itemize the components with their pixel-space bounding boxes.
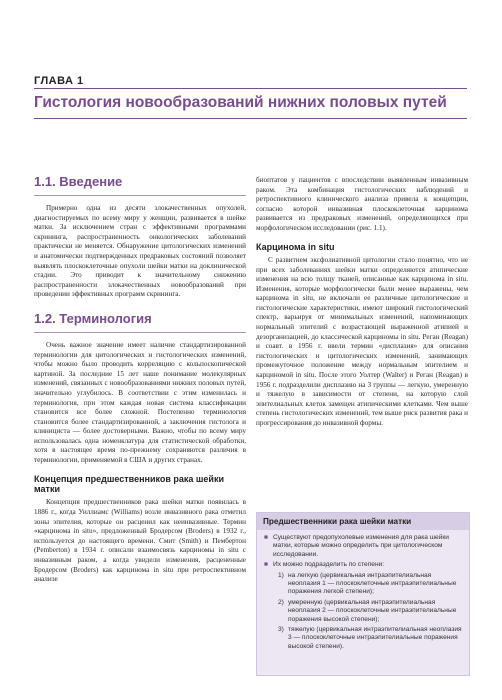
chapter-title: Гистология новообразований нижних половых путей	[34, 94, 447, 111]
box-item-text: Существуют предопухолевые изменения для рака шейки матки, которые можно определить при цитологическом исследовании.	[273, 534, 449, 558]
section-rule	[34, 195, 246, 196]
box-sub-item	[278, 599, 462, 624]
spacer	[256, 234, 468, 239]
sub-item-text: на легкую (цервикальная интраэпителиальная неоплазия 1 — плоскоклеточные интраэпителиальные поражения легкой степени);	[288, 571, 457, 596]
sub-item-text: тяжелую (цервикальная интраэпителиальная неоплазия 3 — плоскоклеточные интраэпителиальные поражения высокой степени).	[288, 626, 462, 650]
chapter-rule-bottom	[34, 118, 467, 119]
summary-box-body	[257, 530, 469, 657]
left-column	[34, 172, 246, 585]
section-title-intro: 1.1. Введение	[34, 174, 123, 189]
carcinoma-paragraph: С развитием эксфолиативной цитологии стало понятно, что не при всех заболеваниях шейки матки определяются атипические изменения на всю толщу тканей, описанные как карцинома in situ. Изменения, которые морфологически были менее выражены, чем карцинома in situ, не включали ее различные цитологические и гистологические характеристики, имеют широкий гистологический спектр, варьируя от минимальных изменений, напоминающих нормальный эпителий с возрастающей выраженной атипией и дезорганизацией, до классической карциномы in situ. Реган (Reagan) и соавт. в 1956 г. ввели термин «дисплазия» для описания гистологических и цитологических изменений, занимающих промежуточное положение между нормальным эпителием и карциномой in situ. После этого Уолтер (Walter) и Реган (Reagan) в 1956 г. подразделили дисплазию на 3 группы — легкую, умеренную и тяжелую в зависимости от степени, на которую слой эпителиальных клеток замещен атипическими клетками. Чем выше степень гистологических изменений, тем выше риск развития рака и прогрессирования до инвазивной формы.	[256, 255, 468, 427]
summary-box	[256, 512, 470, 676]
subsection-title-carcinoma: Карцинома in situ	[256, 241, 335, 252]
box-list-item	[264, 561, 462, 569]
continued-paragraph: биоптатов у пациентов с впоследствии выявленным инвазивным раком. Эта комбинация гистологических наблюдений и ретроспективного клинического анализа привела к концепции, согласно которой инвазивная плоскоклеточная карцинома развивается из предраковых изменений, определяющихся при морфологическом исследовании (рис. 1.1).	[256, 176, 468, 232]
summary-box-title: Предшественники рака шейки матки	[257, 513, 469, 530]
spacer	[34, 466, 246, 471]
square-bullet-icon: ■	[264, 561, 268, 569]
terminology-paragraph: Очень важное значение имеет наличие стандартизированной терминологии для цитологических и гистологических изменений, чтобы можно было проводить корреляцию с кольпоскопической картиной. За последние 15 лет наше понимание молекулярных изменений, связанных с новообразованиями нижних половых путей, значительно углубилось. В соответствии с этим изменилась и терминология, при этом каждая новая система классификации становится все более сложной. Постепенно терминология становится более стандартизированной, а заключения гистолога и клинициста — более достоверными. Важно, чтобы по всему миру использовалась одна номенклатура для статистической обработки, хотя в настоящее время по-прежнему сохраняются различия в терминологии, применяемой в США и других странах.	[34, 340, 246, 465]
sub-item-number: 3)	[278, 626, 284, 634]
chapter-label: ГЛАВА 1	[34, 75, 84, 87]
box-sub-item	[278, 626, 462, 651]
square-bullet-icon: ■	[264, 534, 268, 541]
concept-paragraph: Концепция предшественников рака шейки матки появилась в 1886 г., когда Уиллиамс (Williams) возле инвазивного рака отметил зоны эпителия, которые он расценил как неинвазивные. Термин «карцинома in situ», предложенный Бродерсом (Broders) в 1932 г., используется до настоящего времени. Смит (Smith) и Пембертон (Pemberton) в 1934 г. описали взаимосвязь карциномы in situ с инвазивным раком, а когда увидели изменения, расцененные Бродерсом (Broders) как карцинома in situ при ретроспективном анализе	[34, 498, 246, 584]
box-list-item	[264, 534, 462, 559]
section-rule	[34, 332, 246, 333]
sub-item-text: умеренную (цервикальная интраэпителиальная неоплазия 2 — плоскоклеточные интраэпителиальные поражения высокой степени);	[288, 598, 457, 623]
spacer	[34, 300, 246, 309]
sub-item-number: 2)	[278, 598, 284, 606]
box-item-text: Их можно подразделить по степени:	[273, 561, 385, 569]
right-column	[256, 176, 468, 429]
intro-paragraph: Примерно одна из десяти злокачественных опухолей, диагностируемых по всему миру у женщин, развивается в шейке матки. За исключением стран с эффективными программами скрининга, распространенность онкологических заболеваний практически не меняется. Обнаружение цитологических изменений и анатомически подтвержденных предраковых состояний позволяет выявлять плоскоклеточные опухоли шейки матки на доклинической стадии. Это приводит к значительному снижению распространенности злокачественных новообразований при проведении эффективных программ скрининга.	[34, 204, 246, 299]
section-title-terminology: 1.2. Терминология	[34, 310, 152, 326]
chapter-rule-top	[34, 88, 467, 89]
subsection-title-concept: Концепция предшественников рака шейки матки	[34, 473, 225, 494]
box-sub-item	[278, 572, 462, 597]
sub-item-number: 1)	[278, 571, 284, 579]
